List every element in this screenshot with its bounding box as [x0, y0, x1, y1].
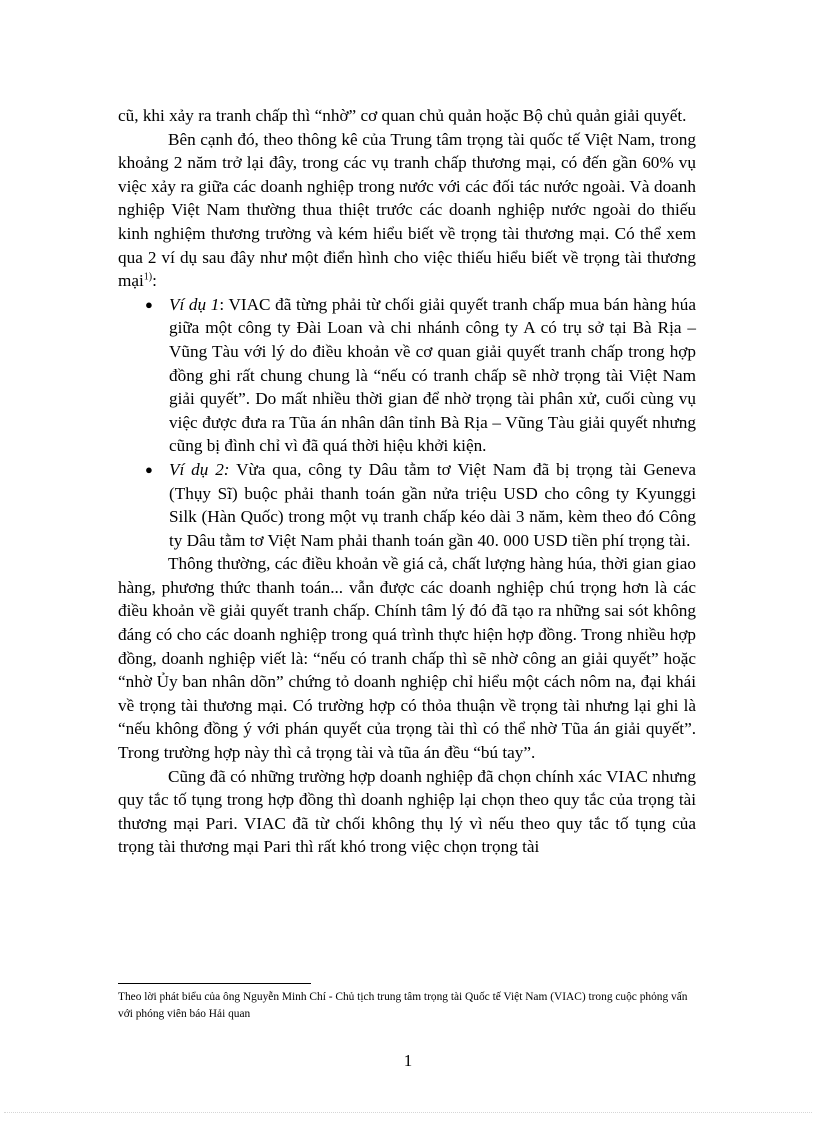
footnote-separator [118, 983, 311, 984]
paragraph-continuation: cũ, khi xảy ra tranh chấp thì “nhờ” cơ quan chủ quản hoặc Bộ chủ quản giải quyết. [118, 106, 687, 125]
footnote-reference: 1) [143, 271, 153, 283]
paragraph-viac-rules: Cũng đã có những trường hợp doanh nghiệp đã chọn chính xác VIAC nhưng quy tắc tố tụng trong hợp đồng thì doanh nghiệp lại chọn theo quy tắc của trọng tài thương mại Pari. VIAC đã từ chối không thụ lý vì nếu theo quy tắc tố tụng của trọng tài thương mại Pari thì rất khó trong việc chọn trọng tài [118, 766, 696, 857]
paragraph-contract-terms: Thông thường, các điều khoản về giá cả, chất lượng hàng húa, thời gian giao hàng, phương thức thanh toán... vẫn được các doanh nghiệp chú trọng hơn là các điều khoản về giải quyết tranh chấp. Chính tâm lý đó đã tạo ra những sai sót không đáng có cho các doanh nghiệp trong quá trình thực hiện hợp đồng. Trong nhiều hợp đồng, doanh nghiệp viết là: “nếu có tranh chấp thì sẽ nhờ công an giải quyết” hoặc “nhờ Ủy ban nhân dõn” chứng tỏ doanh nghiệp chỉ hiểu một cách nôm na, đại khái về trọng tài thương mại. Có trường hợp có thỏa thuận về trọng tài nhưng lại ghi là “nếu không đồng ý với phán quyết của trọng tài thì có thể nhờ Tũa án giải quyết”. Trong trường hợp này thì cả trọng tài và tũa án đều “bú tay”. [118, 554, 696, 763]
footnote [118, 989, 698, 1023]
footnote-text: Theo lời phát biểu của ông Nguyễn Minh Chí - Chủ tịch trung tâm trọng tài Quốc tế Việt Nam (VIAC) trong cuộc phỏng vấn với phóng viên báo Hải quan [118, 991, 688, 1020]
example-label: Ví dụ 1 [169, 294, 220, 314]
paragraph-statistics-end: : [152, 271, 157, 291]
paragraph-statistics [118, 128, 696, 293]
page-number: 1 [403, 1051, 413, 1070]
paragraph-statistics-text: Bên cạnh đó, theo thông kê của Trung tâm trọng tài quốc tế Việt Nam, trong khoảng 2 năm trở lại đây, trong các vụ tranh chấp thương mại, có đến gần 60% vụ việc xảy ra giữa các doanh nghiệp trong nước với các đối tác nước ngoài. Và doanh nghiệp Việt Nam thường thua thiệt trước các doanh nghiệp nước ngoài do thiếu kinh nghiệm thương trường và kém hiểu biết về trọng tài thương mại. Có thể xem qua 2 ví dụ sau đây như một điển hình cho việc thiếu hiểu biết về trọng tài thương mại [118, 129, 696, 291]
example-label: Ví dụ 2: [169, 459, 230, 479]
bullet-icon: ● [145, 461, 153, 477]
example-text: Vừa qua, công ty Dâu tằm tơ Việt Nam đã bị trọng tài Geneva (Thụy Sĩ) buộc phải thanh toán gần nửa triệu USD cho công ty Kyunggi Silk (Hàn Quốc) trong một vụ tranh chấp kéo dài 3 năm, kèm theo đó Công ty Dâu tằm tơ Việt Nam phải thanh toán gần 40. 000 USD tiền phí trọng tài. [169, 459, 697, 550]
bullet-icon: ● [145, 296, 153, 312]
page-bottom-border [4, 1112, 812, 1113]
example-item-2 [118, 458, 696, 552]
examples-list [118, 293, 696, 553]
body-text [118, 104, 696, 859]
example-text: : VIAC đã từng phải từ chối giải quyết tranh chấp mua bán hàng húa giữa một công ty Đài Loan và chi nhánh công ty A có trụ sở tại Bà Rịa – Vũng Tàu với lý do điều khoản về cơ quan giải quyết tranh chấp trong hợp đồng ghi rất chung chung là “nếu có tranh chấp sẽ nhờ trọng tài Việt Nam giải quyết”. Do mất nhiều thời gian để nhờ trọng tài phân xử, cuối cùng vụ việc được đưa ra Tũa án nhân dân tỉnh Bà Rịa – Vũng Tàu giải quyết nhưng cũng bị đình chỉ vì đã quá thời hiệu khởi kiện. [169, 294, 696, 456]
example-item-1 [118, 293, 696, 458]
